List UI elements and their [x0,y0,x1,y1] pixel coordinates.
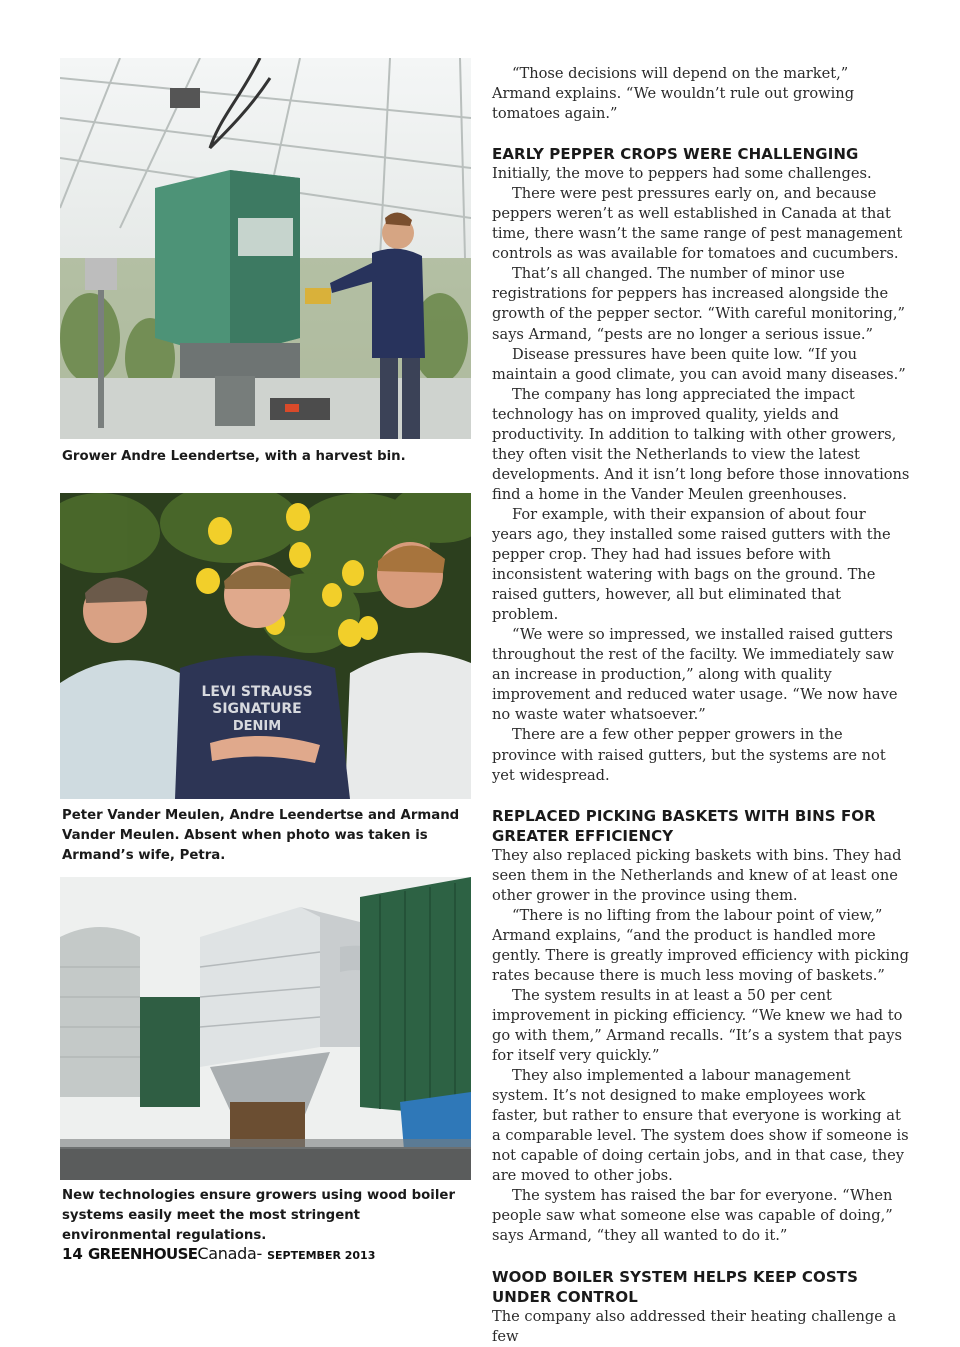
article-paragraph: The company also addressed their heating challenge a few [492,1307,897,1345]
photo-caption-2: Peter Vander Meulen, Andre Leendertse and Armand Vander Meulen. Absent when photo was taken is Armand’s wife, Petra. [62,808,460,863]
article-paragraph: There are a few other pepper growers in the province with raised gutters, but the systems are not yet widespread. [492,726,886,784]
shirt-print-line-1: LEVI STRAUSS [201,684,313,700]
article-paragraph: Disease pressures have been quite low. “If you maintain a good climate, you can avoid many diseases.” [492,345,906,383]
photo-grower-harvest-bin [60,58,471,439]
article-paragraph: They also implemented a labour management system. It’s not designed to make employees work faster, but rather to ensure that everyone is working at a comparable level. The system does show if someone is not capable of doing certain jobs, and in that case, they are moved to other jobs. [492,1067,909,1185]
issue-date: SEPTEMBER 2013 [267,1249,376,1262]
photo-caption-1: Grower Andre Leendertse, with a harvest bin. [62,449,406,464]
article-paragraph: The system results in at least a 50 per cent improvement in picking efficiency. “We knew we had to go with them,” Armand recalls. “It’s a system that pays for itself very quickly.” [492,986,903,1065]
article-paragraph: They also replaced picking baskets with bins. They had seen them in the Netherlands and knew of at least one other grower in the province using them. [492,846,902,904]
photo-three-growers [60,493,471,799]
article-paragraph: The system has raised the bar for everyone. “When people saw what someone else was capable of doing,” says Armand, “they all wanted to do it.” [492,1187,893,1245]
article-paragraph: There were pest pressures early on, and because peppers weren’t as well established in Canada at that time, there wasn’t the same range of pest management controls as was available for tomatoes and cucumbers. [492,185,903,263]
article-paragraph: The company has long appreciated the impact technology has on improved quality, yields and productivity. In addition to talking with other growers, they often visit the Netherlands to view the latest developments. And it isn’t long before those innovations find a home in the Vander Meulen greenhouses. [492,385,910,503]
page-footer [62,1244,375,1263]
article-paragraph: That’s all changed. The number of minor use registrations for peppers has increased alongside the growth of the pepper sector. “With careful monitoring,” says Armand, “pests are no longer a serious issue.” [492,265,905,343]
article-column [492,64,910,1347]
magazine-name-light: Canada [197,1244,257,1263]
section-heading-early-pepper-crops: EARLY PEPPER CROPS WERE CHALLENGING [492,145,859,164]
article-paragraph: “Those decisions will depend on the market,” Armand explains. “We wouldn’t rule out growing tomatoes again.” [492,65,855,123]
section-heading-wood-boiler: WOOD BOILER SYSTEM HELPS KEEP COSTS UNDER CONTROL [492,1267,858,1306]
footer-separator: - [256,1244,262,1263]
article-paragraph: “There is no lifting from the labour point of view,” Armand explains, “and the product is handled more gently. There is greatly improved efficiency with picking rates because there is much less moving of baskets.” [492,906,909,984]
section-heading-picking-bins: REPLACED PICKING BASKETS WITH BINS FOR GREATER EFFICIENCY [492,806,876,845]
photo-caption-3: New technologies ensure growers using wood boiler systems easily meet the most stringent environmental regulations. [62,1188,455,1243]
shirt-print-line-2: SIGNATURE [212,701,302,717]
magazine-name-bold: GREENHOUSE [87,1245,198,1263]
article-paragraph: For example, with their expansion of about four years ago, they installed some raised gutters with the pepper crop. They had had issues before with inconsistent watering with bags on the ground. The raised gutters, however, all but eliminated that problem. [492,505,891,624]
article-paragraph: “We were so impressed, we installed raised gutters throughout the rest of the facilty. We immediately saw an increase in production,” along with quality improvement and reduced water usage. “We now have no waste water whatsoever.” [492,626,898,724]
page-number: 14 [62,1245,83,1263]
article-paragraph: Initially, the move to peppers had some challenges. [492,165,872,183]
shirt-print-line-3: DENIM [232,719,282,734]
photo-wood-boiler-system [60,877,471,1180]
